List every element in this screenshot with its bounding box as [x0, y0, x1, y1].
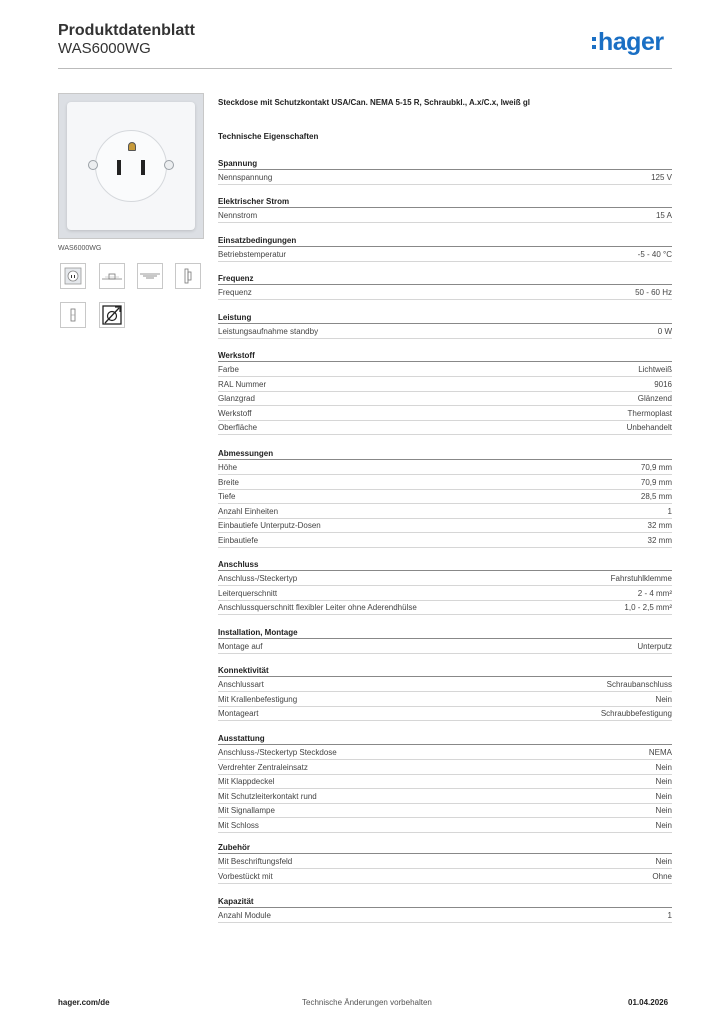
spec-label: Leistungsaufnahme standby [218, 327, 319, 336]
spec-label: Anzahl Einheiten [218, 506, 279, 516]
thumbnail-detail[interactable] [60, 302, 86, 328]
section-title: Konnektivität [218, 666, 269, 675]
spec-value: NEMA [648, 748, 672, 757]
spec-row [218, 803, 672, 818]
product-code: WAS6000WG [58, 40, 151, 57]
spec-value: 32 mm [647, 536, 672, 545]
spec-value: 28,5 mm [640, 492, 672, 502]
product-front-icon [64, 267, 82, 285]
spec-value: -5 - 40 °C [637, 250, 672, 259]
thumbnail-mounting[interactable] [99, 263, 125, 289]
spec-value: 70,9 mm [640, 477, 672, 487]
spec-row [218, 247, 672, 262]
spec-row [218, 504, 672, 519]
section-title: Frequenz [218, 274, 254, 283]
section-title: Abmessungen [218, 449, 274, 458]
section-title: Einsatzbedingungen [218, 236, 297, 245]
spec-label: Anschlussquerschnitt flexibler Leiter ohne Aderendhülse [218, 603, 417, 613]
spec-row [218, 869, 672, 884]
spec-label: Leiterquerschnitt [218, 588, 278, 598]
spec-value: Schraubanschluss [606, 680, 672, 689]
spec-value: Fahrstuhlklemme [610, 574, 672, 583]
spec-value: 1 [667, 911, 672, 920]
spec-label: Glanzgrad [218, 394, 255, 404]
spec-value: 0 W [657, 327, 672, 336]
spec-value: Nein [655, 791, 672, 801]
screw-right-icon [164, 160, 174, 170]
spec-row [218, 460, 672, 475]
spec-value: Schraubbefestigung [600, 709, 672, 719]
spec-row [218, 677, 672, 692]
spec-row [218, 789, 672, 804]
section-title: Leistung [218, 313, 252, 322]
spec-label: Tiefe [218, 492, 236, 502]
spec-label: RAL Nummer [218, 379, 267, 389]
spec-label: Breite [218, 477, 239, 487]
socket-plate [67, 102, 195, 230]
spec-value: 1 [667, 506, 672, 516]
spec-row [218, 489, 672, 504]
spec-row [218, 600, 672, 615]
socket-ring [95, 130, 167, 202]
hager-logo[interactable] [592, 28, 664, 57]
section-title: Anschluss [218, 560, 259, 569]
spec-row [218, 324, 672, 339]
page-title: Produktdatenblatt [58, 22, 195, 39]
spec-value: Nein [655, 762, 672, 772]
ground-pin-icon [128, 142, 136, 151]
spec-value: 15 A [655, 211, 672, 220]
spec-row [218, 571, 672, 586]
header-divider [58, 68, 672, 69]
spec-label: Verdrehter Zentraleinsatz [218, 762, 308, 772]
side-view-icon [183, 267, 193, 285]
spec-value: 50 - 60 Hz [635, 288, 672, 297]
spec-value: 9016 [654, 379, 672, 389]
spec-label: Anschlussart [218, 680, 264, 689]
screw-left-icon [88, 160, 98, 170]
section-title: Elektrischer Strom [218, 197, 290, 206]
spec-value: Nein [655, 777, 672, 787]
spec-label: Anschluss-/Steckertyp Steckdose [218, 748, 337, 757]
spec-label: Montage auf [218, 642, 263, 651]
spec-value: Nein [655, 821, 672, 830]
spec-row [218, 760, 672, 775]
spec-label: Einbautiefe Unterputz-Dosen [218, 521, 321, 531]
section-title: Installation, Montage [218, 628, 298, 637]
product-description: Steckdose mit Schutzkontakt USA/Can. NEMA 5-15 R, Schraubkl., A.x/C.x, lweiß gl [218, 98, 530, 107]
spec-row [218, 170, 672, 185]
spec-label: Mit Signallampe [218, 806, 275, 816]
spec-value: Nein [655, 694, 672, 704]
spec-label: Betriebstemperatur [218, 250, 287, 259]
spec-label: Höhe [218, 463, 238, 472]
spec-label: Anschluss-/Steckertyp [218, 574, 298, 583]
spec-row [218, 639, 672, 654]
thumbnail-cad[interactable] [99, 302, 125, 328]
thumbnail-front[interactable] [60, 263, 86, 289]
section-title: Ausstattung [218, 734, 265, 743]
thumbnail-side[interactable] [175, 263, 201, 289]
section-title: Werkstoff [218, 351, 255, 360]
spec-label: Mit Schutzleiterkontakt rund [218, 791, 317, 801]
spec-row [218, 854, 672, 869]
logo-text: hager [598, 28, 664, 56]
spec-label: Nennstrom [218, 211, 258, 220]
spec-row [218, 377, 672, 392]
spec-label: Farbe [218, 365, 239, 374]
product-image[interactable] [58, 93, 204, 239]
footer-website-link[interactable]: hager.com/de [58, 998, 110, 1007]
thumbnail-section[interactable] [137, 263, 163, 289]
spec-label: Montageart [218, 709, 259, 719]
section-title: Zubehör [218, 843, 250, 852]
spec-value: 125 V [651, 173, 672, 182]
spec-label: Nennspannung [218, 173, 273, 182]
spec-value: 70,9 mm [640, 463, 672, 472]
spec-value: Unbehandelt [626, 423, 672, 433]
spec-label: Vorbestückt mit [218, 871, 273, 881]
spec-label: Mit Beschriftungsfeld [218, 857, 293, 866]
spec-row [218, 518, 672, 533]
spec-value: 32 mm [647, 521, 672, 531]
spec-row [218, 774, 672, 789]
section-title: Kapazität [218, 897, 254, 906]
spec-value: 1,0 - 2,5 mm² [624, 603, 672, 613]
spec-label: Mit Klappdeckel [218, 777, 275, 787]
spec-row [218, 706, 672, 721]
spec-label: Anzahl Module [218, 911, 271, 920]
spec-label: Oberfläche [218, 423, 258, 433]
spec-row [218, 362, 672, 377]
spec-label: Mit Krallenbefestigung [218, 694, 298, 704]
section-title: Spannung [218, 159, 258, 168]
spec-value: Glänzend [637, 394, 672, 404]
spec-value: 2 - 4 mm² [637, 588, 672, 598]
spec-row [218, 475, 672, 490]
spec-row [218, 908, 672, 923]
logo-dots-icon [592, 37, 596, 49]
spec-value: Nein [655, 806, 672, 816]
footer-date: 01.04.2026 [628, 998, 669, 1007]
cad-file-icon [101, 304, 123, 326]
spec-row [218, 420, 672, 435]
footer-note: Technische Änderungen vorbehalten [302, 998, 432, 1007]
spec-row [218, 285, 672, 300]
cross-section-icon [139, 271, 161, 281]
detail-view-icon [68, 306, 78, 324]
spec-row [218, 391, 672, 406]
spec-row [218, 406, 672, 421]
mounting-drawing-icon [101, 271, 123, 281]
spec-row [218, 745, 672, 760]
spec-row [218, 818, 672, 833]
spec-value: Thermoplast [627, 408, 672, 418]
spec-row [218, 208, 672, 223]
tech-properties-heading: Technische Eigenschaften [218, 132, 319, 141]
spec-label: Mit Schloss [218, 821, 259, 830]
spec-value: Ohne [652, 871, 672, 881]
image-caption: WAS6000WG [58, 245, 102, 252]
spec-label: Werkstoff [218, 408, 252, 418]
spec-value: Nein [655, 857, 672, 866]
spec-value: Lichtweiß [638, 365, 672, 374]
spec-label: Einbautiefe [218, 536, 259, 545]
spec-label: Frequenz [218, 288, 252, 297]
spec-row [218, 692, 672, 707]
spec-row [218, 533, 672, 548]
pin-right-icon [141, 160, 145, 175]
spec-value: Unterputz [637, 642, 672, 651]
pin-left-icon [117, 160, 121, 175]
spec-row [218, 586, 672, 601]
